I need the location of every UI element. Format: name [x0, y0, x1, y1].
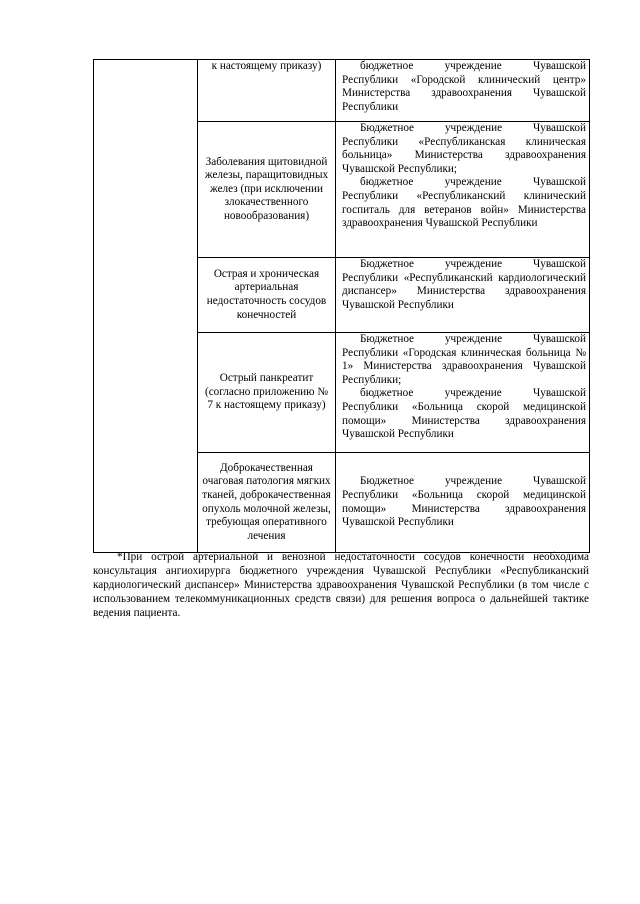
institution-paragraph: Бюджетное учреждение Чувашской Республики «Республиканский кардиологический диспансер» Министерства здравоохранения Чувашской Республики [342, 258, 586, 311]
institution-paragraph: Бюджетное учреждение Чувашской Республики «Городская клиническая больница № 1» Министерства здравоохранения Чувашской Республики; [342, 333, 586, 386]
institution-cell [336, 60, 590, 122]
institution-cell [336, 453, 590, 553]
institution-paragraph: Бюджетное учреждение Чувашской Республики «Больница скорой медицинской помощи» Министерства здравоохранения Чувашской Республики [342, 475, 586, 529]
diagnosis-cell: Доброкачественная очаговая патология мягких тканей, доброкачественная опухоль молочной железы, требующая оперативного лечения [198, 453, 336, 553]
footnote: *При острой артериальной и венозной недостаточности сосудов конечности необходима консультация ангиохирурга бюджетного учреждения Чувашской Республики «Республиканский кардиологический диспансер» Министерства здравоохранения Чувашской Республики (в том числе с использованием телекоммуникационных средств связи) для решения вопроса о дальнейшей тактике ведения пациента. [93, 551, 589, 619]
institution-cell [336, 258, 590, 333]
diagnosis-cell: Заболевания щитовидной железы, паращитовидных желез (при исключении злокачественного новообразования) [198, 122, 336, 258]
diagnosis-cell: Острая и хроническая артериальная недостаточность сосудов конечностей [198, 258, 336, 333]
diagnosis-cell: Острый панкреатит (согласно приложению № 7 к настоящему приказу) [198, 333, 336, 453]
institution-paragraph: Бюджетное учреждение Чувашской Республики «Республиканская клиническая больница» Министерства здравоохранения Чувашской Республики; [342, 122, 586, 175]
empty-first-column-cell [94, 60, 198, 553]
hospital-routing-table [93, 59, 590, 553]
institution-paragraph: бюджетное учреждение Чувашской Республики «Больница скорой медицинской помощи» Министерства здравоохранения Чувашской Республики [342, 387, 586, 441]
table-row [94, 60, 590, 122]
institution-paragraph: бюджетное учреждение Чувашской Республики «Республиканский клинический госпиталь для ветеранов войн» Министерства здравоохранения Чувашской Республики [342, 176, 586, 230]
institution-paragraph: бюджетное учреждение Чувашской Республики «Городской клинический центр» Министерства здравоохранения Чувашской Республики [342, 60, 586, 113]
institution-cell [336, 333, 590, 453]
institution-cell [336, 122, 590, 258]
diagnosis-cell: к настоящему приказу) [198, 60, 336, 122]
